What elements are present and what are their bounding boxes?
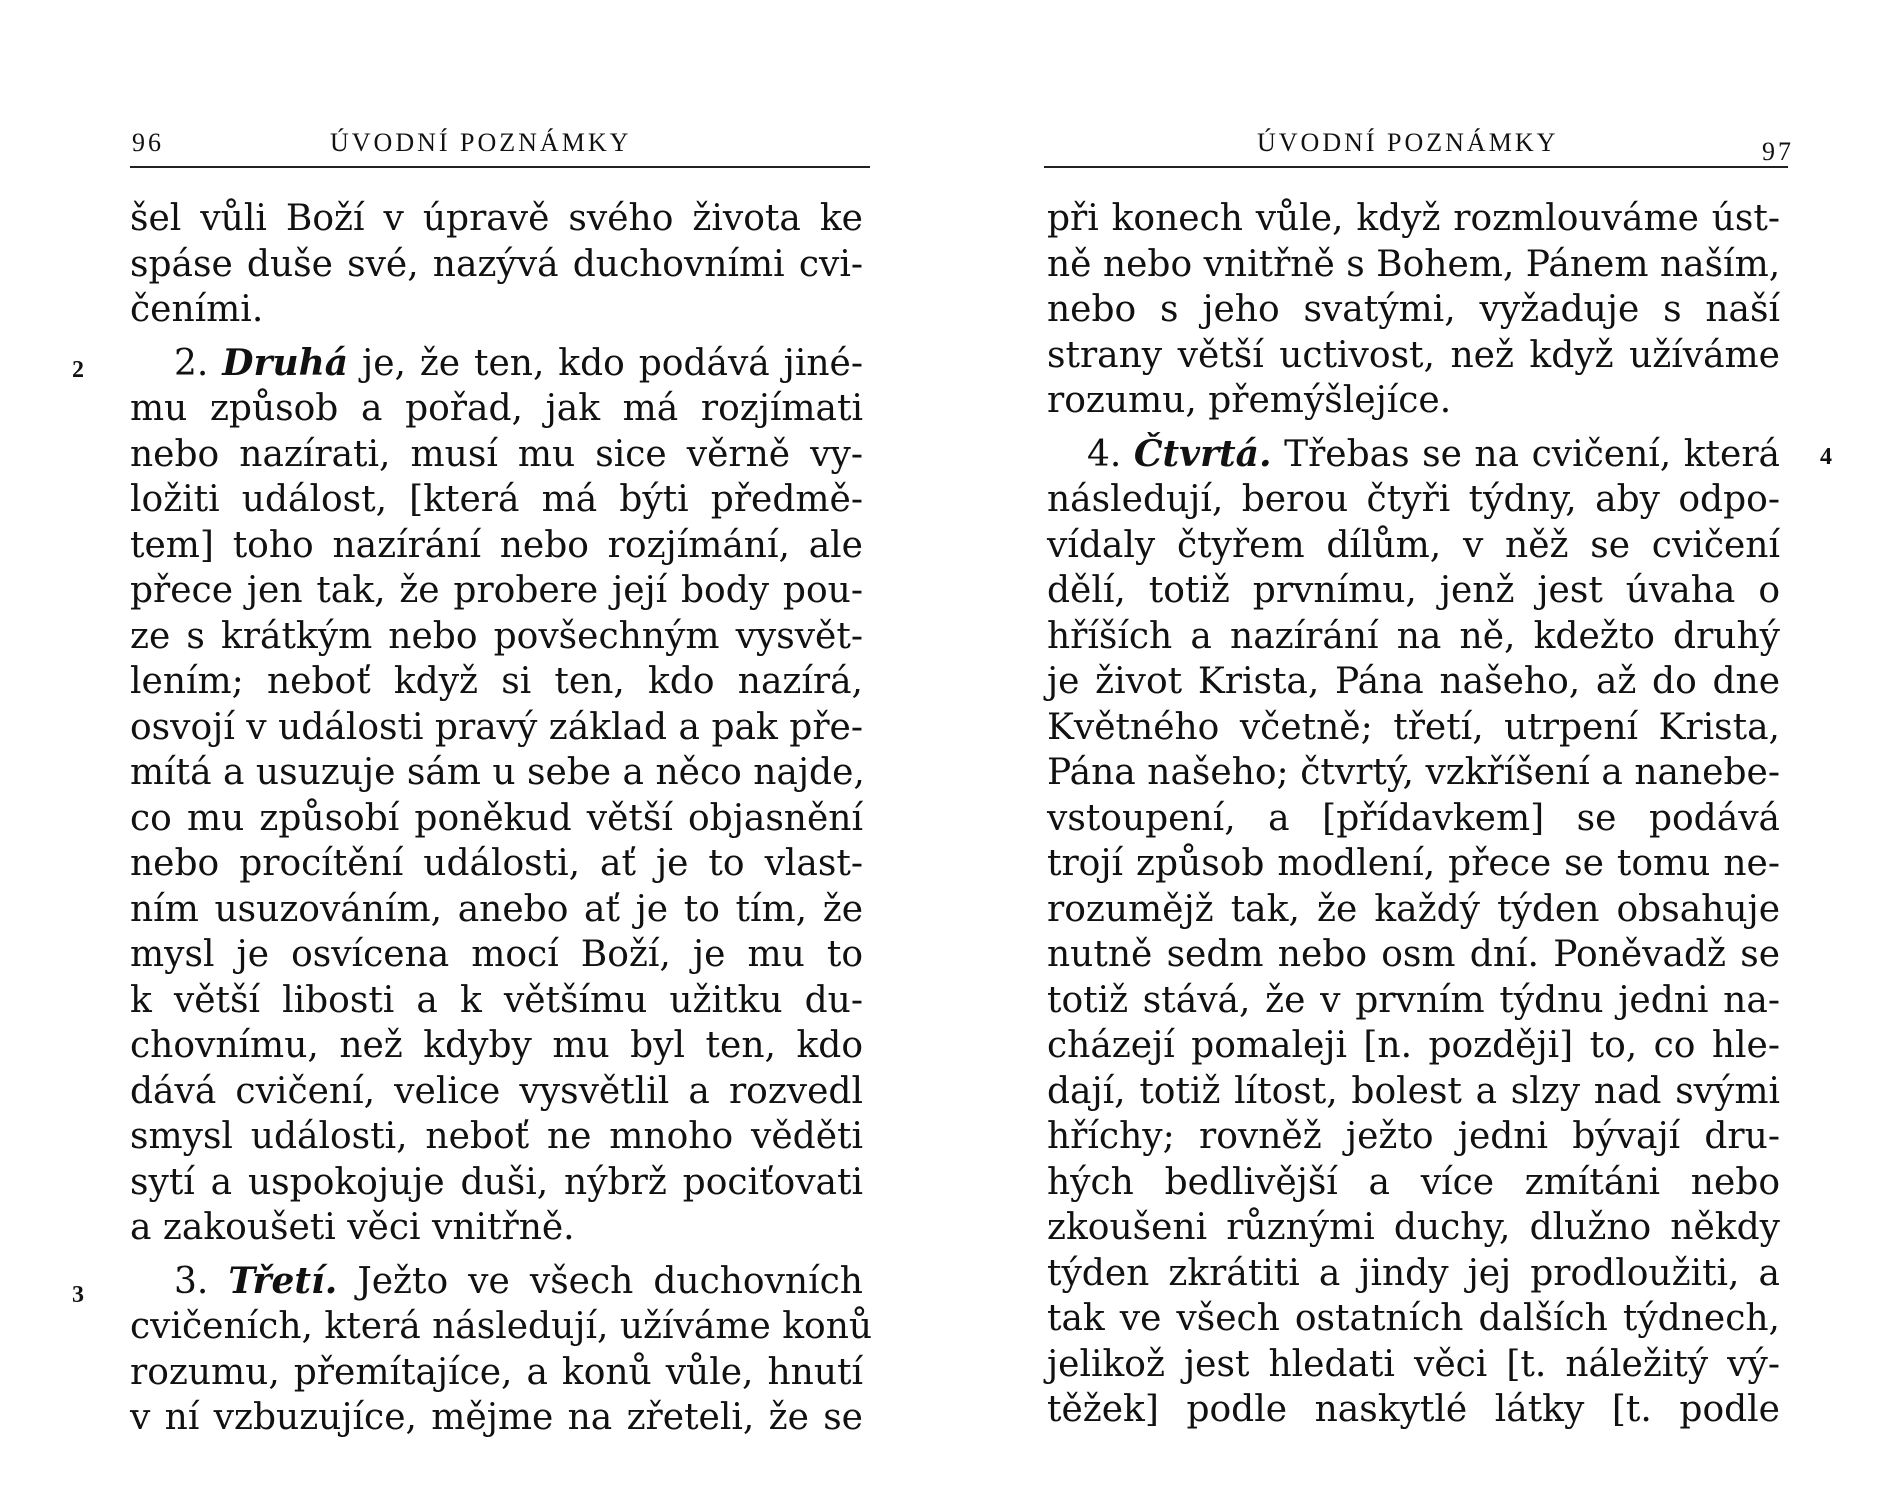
paragraph-first-line [1047,432,1780,478]
text-line: k větší libosti a k většímu užitku du- [130,979,863,1021]
text-line: cvičeních, která následují, užíváme konů [130,1306,873,1347]
text-line: vídaly čtyřem dílům, v něž se cvičení [1047,524,1780,566]
text-line: nutně sedm nebo osm dní. Poněvadž se [1047,934,1780,975]
text-line: cházejí pomaleji [n. později] to, co hle- [1047,1025,1780,1066]
text-line: hříchy; rovněž ježto jedni bývají dru- [1047,1116,1780,1157]
text-fragment: Třebas se na cvičení, která [1284,433,1780,475]
text-line: šel vůli Boží v úpravě svého života ke [130,198,863,239]
text-line: strany větší uctivost, než když užíváme [1047,334,1780,376]
page-number: 97 [1762,137,1794,166]
text-line: nebo s jeho svatými, vyžaduje s naší [1047,289,1780,330]
paragraph-first-line [130,1259,863,1305]
text-line: mysl je osvícena mocí Boží, je mu to [130,934,863,975]
text-line: a zakoušeti věci vnitřně. [130,1207,575,1248]
text-line: v ní vzbuzujíce, mějme na zřeteli, že se [130,1397,863,1438]
text-line: co mu způsobí poněkud větší objasnění [130,797,863,839]
text-line: dají, totiž lítost, bolest a slzy nad svými [1047,1070,1780,1112]
text-line: chovnímu, než kdyby mu byl ten, kdo [130,1025,863,1066]
text-line: následují, berou čtyři týdny, aby odpo- [1047,479,1780,520]
text-line: ním usuzováním, anebo ať je to tím, že [130,888,863,930]
margin-number: 3 [72,1282,84,1308]
text-line: rozumějž tak, že každý týden obsahuje [1047,888,1780,930]
text-line: zkoušeni různými duchy, dlužno někdy [1047,1207,1780,1248]
margin-number: 4 [1820,444,1832,470]
text-line: spáse duše své, nazývá duchovními cvi- [130,243,863,285]
text-fragment: Ježto ve všech duchovních [357,1260,863,1302]
text-line: tak ve všech ostatních dalších týdnech, [1047,1298,1780,1339]
text-line: sytí a uspokojuje duši, nýbrž pociťovati [130,1161,863,1203]
text-line: dělí, totiž prvnímu, jenž jest úvaha o [1047,570,1780,611]
paragraph-number: 2. [174,342,209,384]
body-text [130,196,873,1441]
text-line: trojí způsob modlení, přece se tomu ne- [1047,843,1780,884]
running-head: ÚVODNÍ POZNÁMKY [330,128,632,157]
right-page [946,0,1892,1500]
text-fragment: je, že ten, kdo podává jiné- [362,342,863,384]
paragraph-keyword: Třetí. [228,1259,338,1302]
running-head: ÚVODNÍ POZNÁMKY [1257,128,1559,157]
text-line: mítá a usuzuje sám u sebe a něco najde, [130,752,865,793]
text-line: jelikož jest hledati věci [t. náležitý vý- [1047,1343,1780,1385]
margin-number: 2 [72,357,84,383]
text-line: lením; neboť když si ten, kdo nazírá, [130,661,863,702]
text-line: Květného včetně; třetí, utrpení Krista, [1047,706,1780,748]
body-text [1047,196,1780,1433]
text-line: ze s krátkým nebo povšechným vysvět- [130,615,863,657]
paragraph-keyword: Druhá [222,341,349,384]
text-line: ně nebo vnitřně s Bohem, Pánem naším, [1047,243,1781,285]
text-line: rozumu, přemýšlejíce. [1047,380,1452,421]
text-line: nebo procítění události, ať je to vlast- [130,843,863,884]
page-number: 96 [132,128,164,157]
header-rule [130,166,870,168]
text-line: týden zkrátiti a jindy jej prodloužiti, a [1047,1252,1780,1294]
text-line: ložiti událost, [která má býti předmě- [130,479,863,520]
text-line: rozumu, přemítajíce, a konů vůle, hnutí [130,1351,863,1393]
text-line: dává cvičení, velice vysvětlil a rozvedl [130,1070,863,1112]
text-line: tem] toho nazírání nebo rozjímání, ale [130,524,863,566]
text-line: mu způsob a pořad, jak má rozjímati [130,388,863,429]
text-line: čeními. [130,289,264,330]
text-line: vstoupení, a [přídavkem] se podává [1047,797,1780,839]
text-line: těžek] podle naskytlé látky [t. podle [1047,1389,1780,1430]
text-line: Pána našeho; čtvrtý, vzkříšení a nanebe- [1047,752,1780,793]
text-line: je život Krista, Pána našeho, až do dne [1047,661,1780,702]
text-line: hříších a nazírání na ně, kdežto druhý [1047,615,1780,657]
text-line: smysl události, neboť ne mnoho věděti [130,1116,863,1157]
header-rule [1044,166,1788,168]
text-line: osvojí v události pravý základ a pak pře- [130,706,863,748]
paragraph-keyword: Čtvrtá. [1133,432,1272,475]
text-line: při konech vůle, když rozmlouváme úst- [1047,198,1780,239]
paragraph-number: 4. [1087,433,1122,475]
text-line: přece jen tak, že probere její body pou- [130,570,863,611]
paragraph-first-line [130,341,863,387]
paragraph-number: 3. [174,1260,209,1302]
text-line: nebo nazírati, musí mu sice věrně vy- [130,433,863,475]
text-line: hých bedlivější a více zmítáni nebo [1047,1161,1780,1203]
text-line: totiž stává, že v prvním týdnu jedni na- [1047,979,1780,1021]
